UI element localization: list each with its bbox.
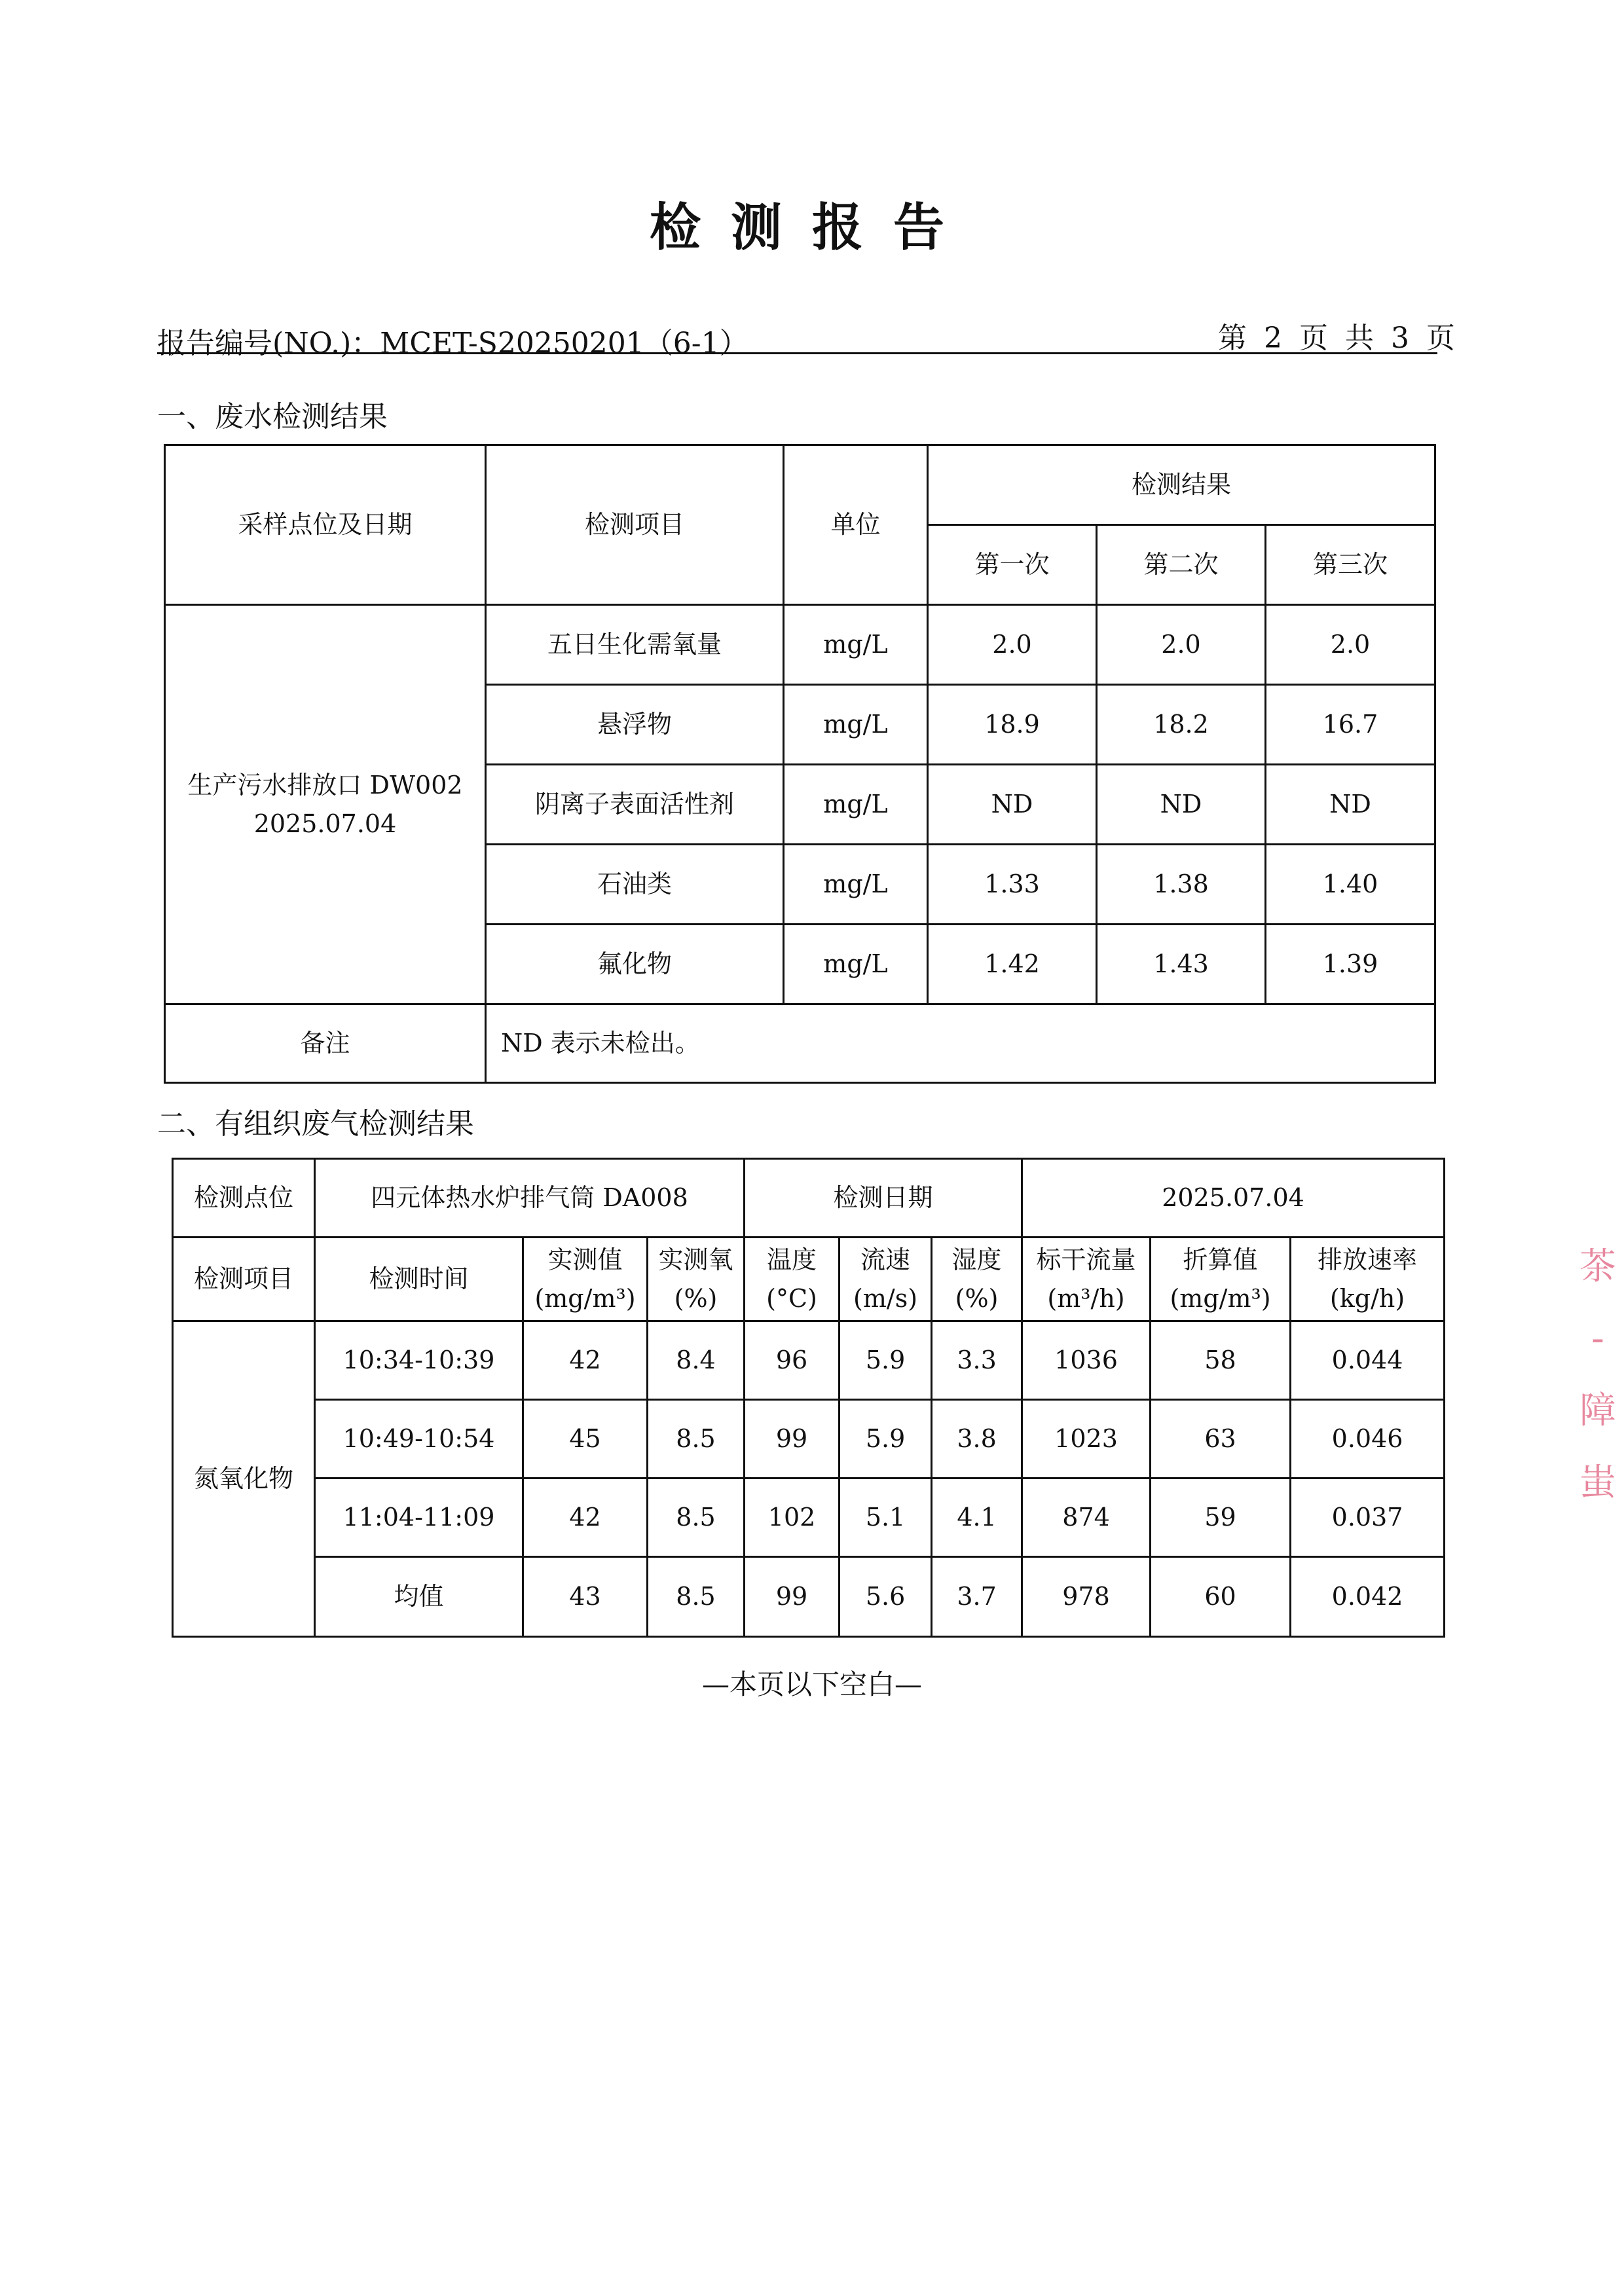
table-row	[173, 1400, 1445, 1478]
header-converted	[1151, 1238, 1291, 1321]
value-cell: 1.39	[1266, 925, 1435, 1004]
header-measured	[523, 1238, 648, 1321]
header-flow-unit: (m³/h)	[1047, 1283, 1125, 1313]
exhaust-results-table	[172, 1158, 1445, 1638]
value-cell: 0.042	[1291, 1557, 1445, 1637]
value-cell: 42	[523, 1478, 648, 1557]
value-cell: 99	[745, 1557, 840, 1637]
item-cell: 五日生化需氧量	[486, 605, 784, 685]
unit-cell: mg/L	[784, 765, 928, 845]
header-rate-label: 排放速率	[1318, 1245, 1418, 1274]
value-cell: 978	[1022, 1557, 1151, 1637]
header-flow-label: 标干流量	[1036, 1245, 1136, 1274]
page-number: 第 2 页 共 3 页	[1218, 321, 1459, 355]
item-cell: 悬浮物	[486, 685, 784, 765]
header-humidity-label: 湿度	[951, 1245, 1002, 1274]
header-speed	[840, 1238, 932, 1321]
header-speed-label: 流速	[860, 1245, 911, 1274]
location-date-cell	[165, 605, 486, 1004]
value-cell: 5.6	[840, 1557, 932, 1637]
value-cell: 8.5	[648, 1557, 745, 1637]
unit-cell: mg/L	[784, 925, 928, 1004]
value-cell: 58	[1151, 1321, 1291, 1400]
value-cell: 0.046	[1291, 1400, 1445, 1478]
header-item: 检测项目	[173, 1238, 315, 1321]
value-cell: 42	[523, 1321, 648, 1400]
header-converted-label: 折算值	[1183, 1245, 1258, 1274]
header-first: 第一次	[928, 525, 1097, 605]
section-exhaust-title: 二、有组织废气检测结果	[157, 1107, 474, 1141]
value-cell: 1.33	[928, 845, 1097, 925]
remark-text: ND 表示未检出。	[486, 1004, 1435, 1083]
value-cell: ND	[1266, 765, 1435, 845]
value-cell: 2.0	[1097, 605, 1266, 685]
unit-cell: mg/L	[784, 685, 928, 765]
header-unit: 单位	[784, 445, 928, 605]
value-cell: 99	[745, 1400, 840, 1478]
report-title: 检测报告	[649, 198, 974, 257]
header-divider	[157, 352, 1437, 354]
report-number: 报告编号(NO.)：MCET-S20250201（6-1）	[157, 327, 748, 360]
value-cell: 1.43	[1097, 925, 1266, 1004]
value-cell: ND	[928, 765, 1097, 845]
header-measured-label: 实测值	[547, 1245, 623, 1274]
header-third: 第三次	[1266, 525, 1435, 605]
table-row	[165, 605, 1435, 685]
item-cell: 阴离子表面活性剂	[486, 765, 784, 845]
partial-red-stamp	[1575, 1231, 1621, 1545]
remark-label: 备注	[165, 1004, 486, 1083]
section-wastewater-title: 一、废水检测结果	[157, 400, 388, 433]
table-row	[173, 1321, 1445, 1400]
time-cell: 10:34-10:39	[315, 1321, 523, 1400]
value-cell: 18.9	[928, 685, 1097, 765]
value-cell: 102	[745, 1478, 840, 1557]
value-cell: 3.3	[932, 1321, 1022, 1400]
header-humidity	[932, 1238, 1022, 1321]
sample-date: 2025.07.04	[253, 809, 397, 838]
value-cell: 1.42	[928, 925, 1097, 1004]
point-label: 检测点位	[173, 1159, 315, 1238]
header-rate	[1291, 1238, 1445, 1321]
value-cell: 8.4	[648, 1321, 745, 1400]
value-cell: 0.044	[1291, 1321, 1445, 1400]
value-cell: 5.1	[840, 1478, 932, 1557]
header-second: 第二次	[1097, 525, 1266, 605]
value-cell: 60	[1151, 1557, 1291, 1637]
value-cell: 16.7	[1266, 685, 1435, 765]
value-cell: 2.0	[1266, 605, 1435, 685]
value-cell: 63	[1151, 1400, 1291, 1478]
value-cell: 96	[745, 1321, 840, 1400]
location-name: 生产污水排放口 DW002	[187, 770, 463, 799]
point-value: 四元体热水炉排气筒 DA008	[315, 1159, 745, 1238]
header-oxygen-unit: (%)	[674, 1283, 718, 1313]
value-cell: 3.7	[932, 1557, 1022, 1637]
header-temp-label: 温度	[767, 1245, 817, 1274]
exhaust-header-row	[173, 1238, 1445, 1321]
time-cell: 11:04-11:09	[315, 1478, 523, 1557]
header-result: 检测结果	[928, 445, 1435, 525]
header-oxygen-label: 实测氧	[658, 1245, 733, 1274]
header-location-date: 采样点位及日期	[165, 445, 486, 605]
item-cell: 石油类	[486, 845, 784, 925]
wastewater-results-table	[164, 444, 1436, 1084]
time-cell: 10:49-10:54	[315, 1400, 523, 1478]
value-cell: 2.0	[928, 605, 1097, 685]
blank-page-note: —本页以下空白—	[701, 1668, 922, 1700]
value-cell: 5.9	[840, 1321, 932, 1400]
value-cell: 1036	[1022, 1321, 1151, 1400]
date-label: 检测日期	[745, 1159, 1022, 1238]
header-temp	[745, 1238, 840, 1321]
header-temp-unit: (°C)	[766, 1283, 817, 1313]
header-item: 检测项目	[486, 445, 784, 605]
value-cell: 43	[523, 1557, 648, 1637]
header-measured-unit: (mg/m³)	[534, 1283, 636, 1313]
header-time: 检测时间	[315, 1238, 523, 1321]
item-cell: 氟化物	[486, 925, 784, 1004]
header-converted-unit: (mg/m³)	[1170, 1283, 1271, 1313]
value-cell: 0.037	[1291, 1478, 1445, 1557]
unit-cell: mg/L	[784, 845, 928, 925]
value-cell: 8.5	[648, 1478, 745, 1557]
header-flow	[1022, 1238, 1151, 1321]
header-humidity-unit: (%)	[955, 1283, 999, 1313]
value-cell: 5.9	[840, 1400, 932, 1478]
value-cell: 874	[1022, 1478, 1151, 1557]
value-cell: 1.38	[1097, 845, 1266, 925]
unit-cell: mg/L	[784, 605, 928, 685]
average-row	[173, 1557, 1445, 1637]
time-cell: 均值	[315, 1557, 523, 1637]
header-speed-unit: (m/s)	[853, 1283, 918, 1313]
table-row	[173, 1478, 1445, 1557]
date-value: 2025.07.04	[1022, 1159, 1445, 1238]
remark-row	[165, 1004, 1435, 1083]
value-cell: 18.2	[1097, 685, 1266, 765]
stamp-glyphs: 茶 - 障 蚩	[1579, 1245, 1616, 1504]
header-rate-unit: (kg/h)	[1329, 1283, 1405, 1313]
value-cell: 8.5	[648, 1400, 745, 1478]
value-cell: 1.40	[1266, 845, 1435, 925]
pollutant-cell: 氮氧化物	[173, 1321, 315, 1637]
value-cell: ND	[1097, 765, 1266, 845]
value-cell: 3.8	[932, 1400, 1022, 1478]
value-cell: 1023	[1022, 1400, 1151, 1478]
value-cell: 59	[1151, 1478, 1291, 1557]
value-cell: 45	[523, 1400, 648, 1478]
header-oxygen	[648, 1238, 745, 1321]
value-cell: 4.1	[932, 1478, 1022, 1557]
